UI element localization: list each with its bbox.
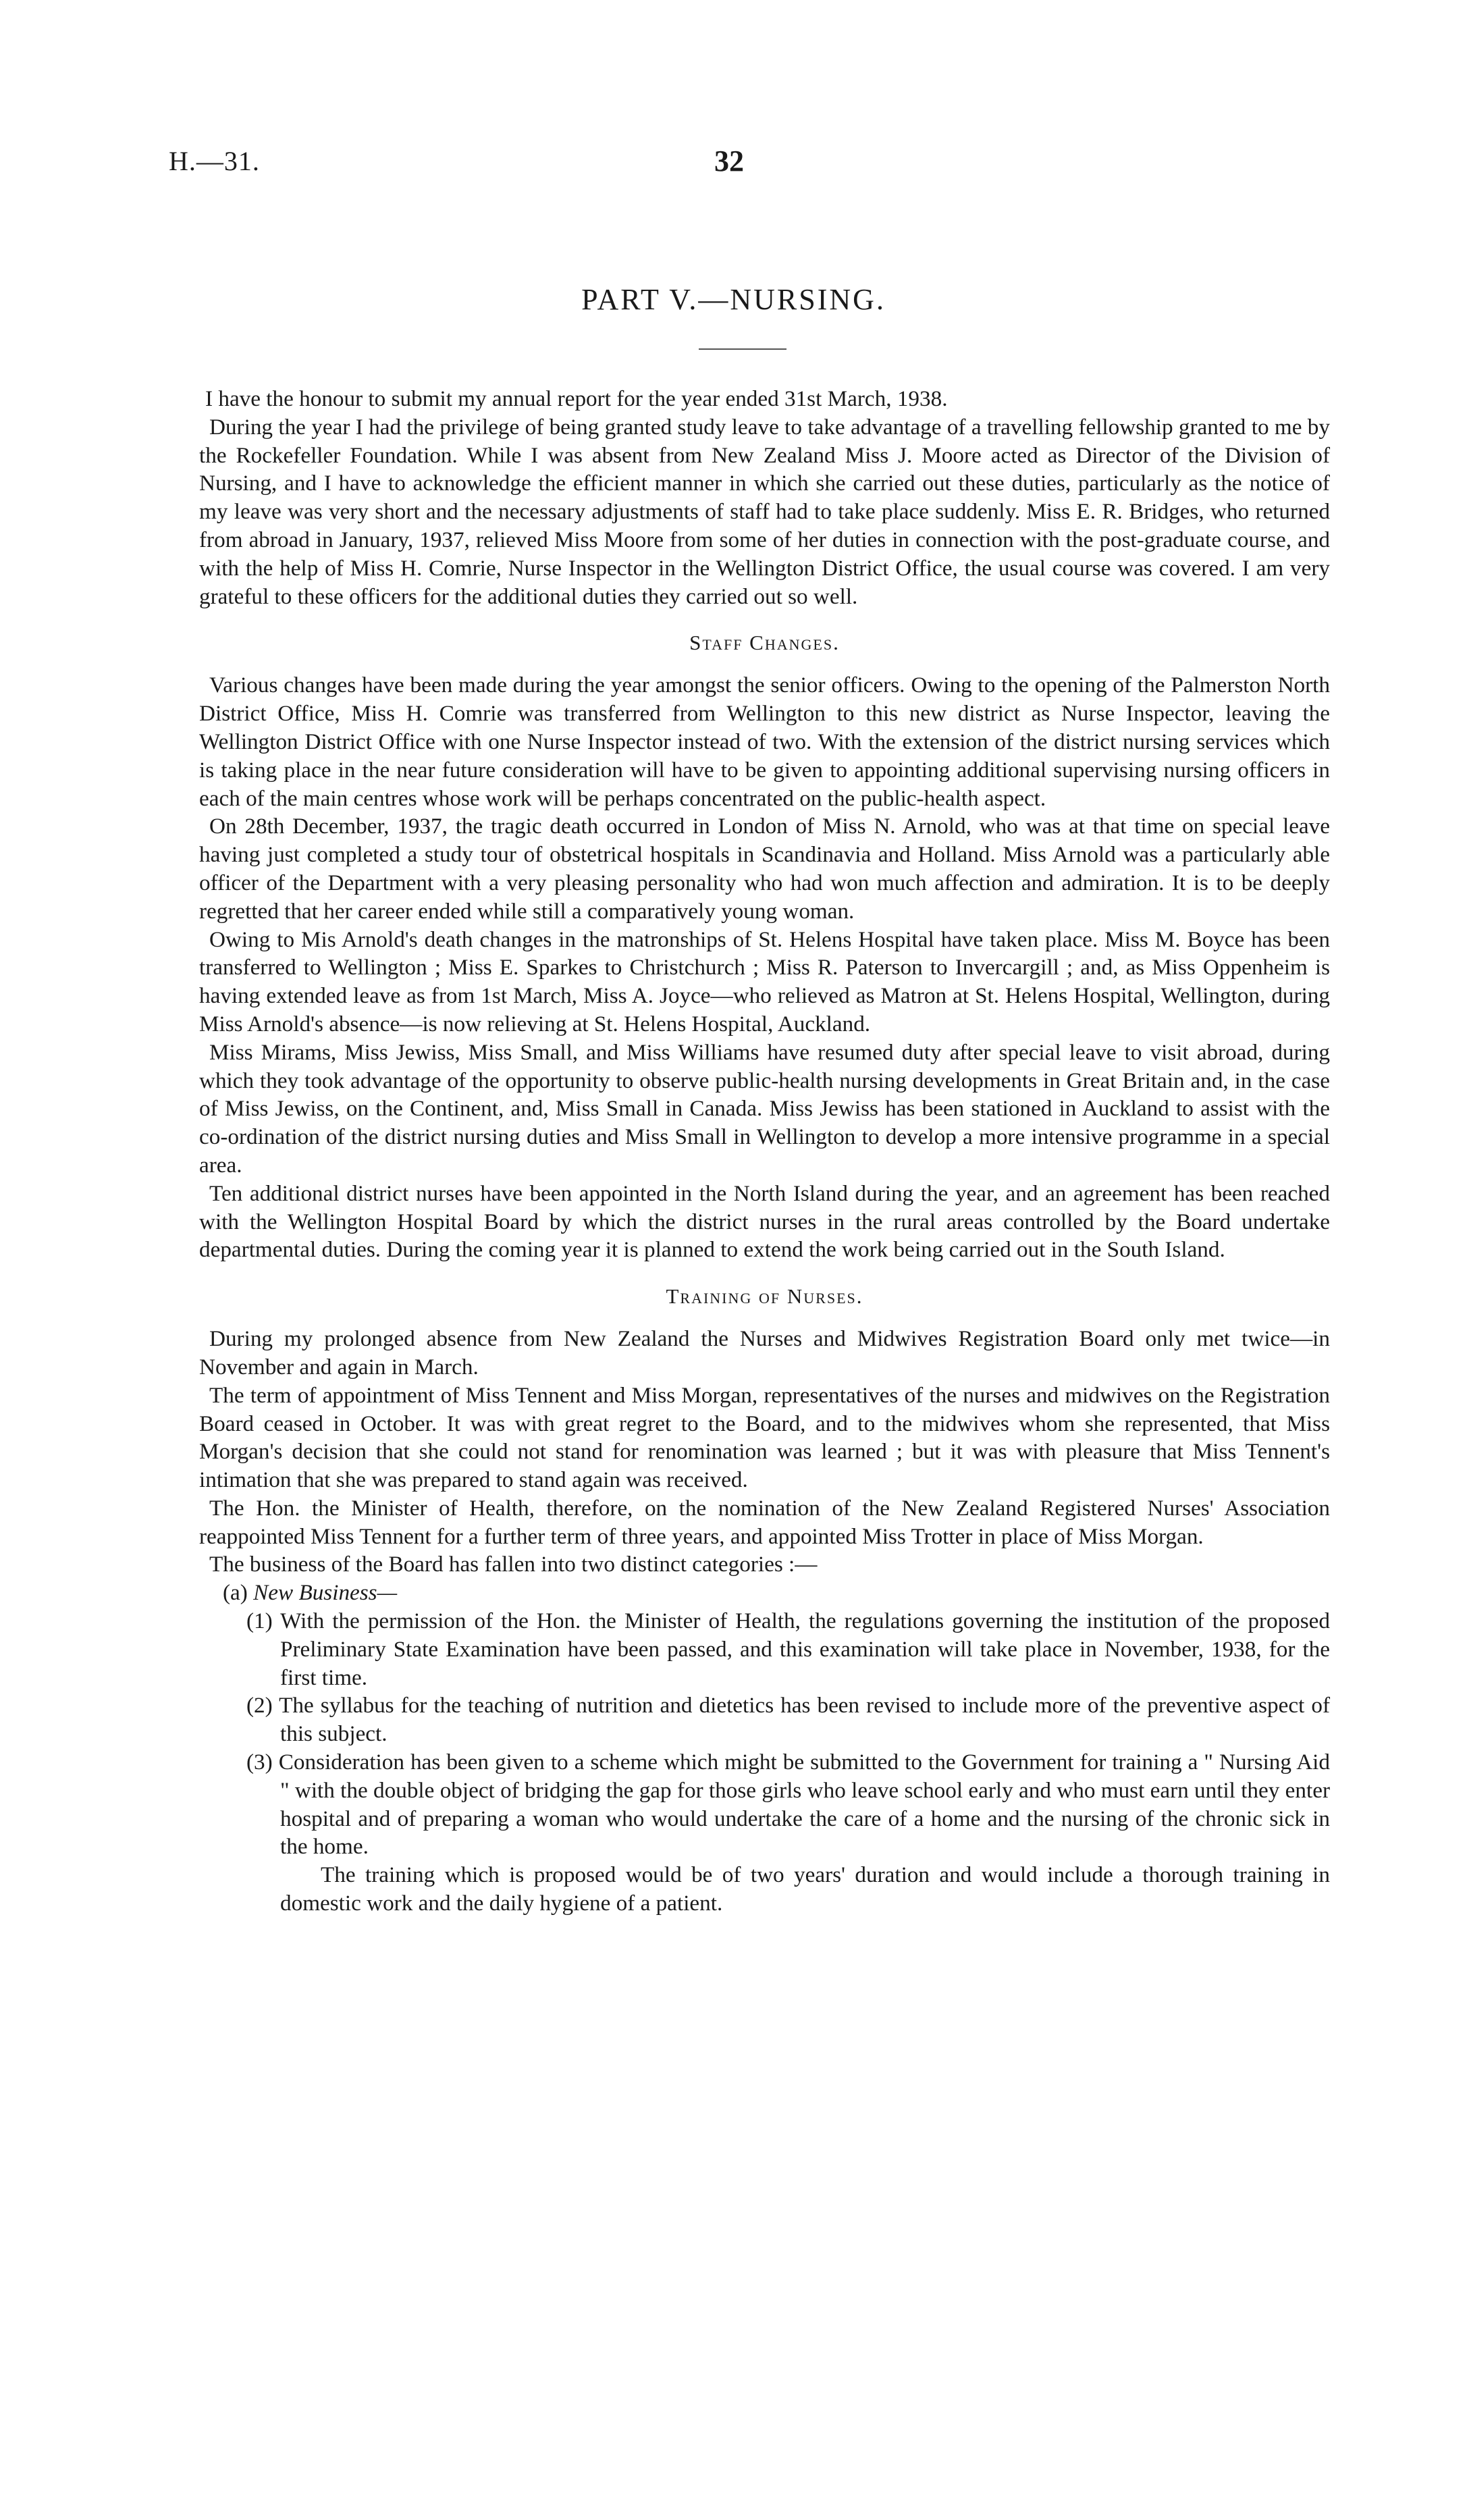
staff-paragraph: Miss Mirams, Miss Jewiss, Miss Small, and Miss Williams have resumed duty after special leave to visit abroad, during which they took advantage of the opportunity to observe public-health nursing developments in Great Britain and, in the case of Miss Jewiss, on the Continent, and, Miss Small in Canada. Miss Jewiss has been stationed in Auckland to assist with the co-ordination of the district nursing duties and Miss Small in Wellington to develop a more intensive programme in a special area.	[199, 1039, 1330, 1178]
section-heading-training-of-nurses: Training of Nurses.	[666, 1284, 863, 1309]
document-reference: H.—31.	[169, 146, 260, 176]
training-paragraph: During my prolonged absence from New Zealand the Nurses and Midwives Registration Board only met twice—in November and again in March.	[199, 1326, 1330, 1380]
page-number: 32	[714, 145, 744, 178]
title-divider	[699, 348, 786, 350]
part-title: PART V.—NURSING.	[581, 283, 886, 316]
category-a-title: New Business—	[253, 1580, 398, 1606]
staff-paragraph: Various changes have been made during the year amongst the senior officers. Owing to the opening of the Palmerston North District Office, Miss H. Comrie was transferred from Wellington to this new district as Nurse Inspector, leaving the Wellington District Office with one Nurse Inspector instead of two. With the extension of the district nursing services which is taking place in the near future consideration will have to be given to appointing additional supervising nursing officers in each of the main centres whose work will be perhaps concentrated on the public-health aspect.	[199, 673, 1330, 811]
training-paragraph: The Hon. the Minister of Health, therefore, on the nomination of the New Zealand Registered Nurses' Association reappointed Miss Tennent for a further term of three years, and appointed Miss Trotter in place of Miss Morgan.	[199, 1495, 1330, 1549]
category-a-label: (a)	[223, 1580, 248, 1606]
intro-paragraph: During the year I had the privilege of being granted study leave to take advantage of a travelling fellowship granted to me by the Rockefeller Foundation. While I was absent from New Zealand Miss J. Moore acted as Director of the Division of Nursing, and I have to acknowledge the efficient manner in which she carried out these duties, particularly as the notice of my leave was very short and the necessary adjustments of staff had to take place suddenly. Miss E. R. Bridges, who returned from abroad in January, 1937, relieved Miss Moore from some of her duties in connection with the post-graduate course, and with the help of Miss H. Comrie, Nurse Inspector in the Wellington District Office, the usual course was covered. I am very grateful to these officers for the additional duties they carried out so well.	[199, 414, 1330, 609]
staff-paragraph: On 28th December, 1937, the tragic death occurred in London of Miss N. Arnold, who was at that time on special leave having just completed a study tour of obstetrical hospitals in Scandinavia and Holland. Miss Arnold was a particularly able officer of the Department with a very pleasing personality who had won much affection and admiration. It is to be deeply regretted that her career ended while still a comparatively young woman.	[199, 814, 1330, 924]
training-paragraph: The business of the Board has fallen into two distinct categories :—	[209, 1552, 818, 1577]
report-body	[199, 385, 1330, 1918]
list-item-continuation: The training which is proposed would be of two years' duration and would include a thorough training in domestic work and the daily hygiene of a patient.	[280, 1862, 1330, 1916]
category-a	[199, 1579, 1330, 1607]
staff-paragraph: Ten additional district nurses have been appointed in the North Island during the year, and an agreement has been reached with the Wellington Hospital Board by which the district nurses in the rural areas controlled by the Board undertake departmental duties. During the coming year it is planned to extend the work being carried out in the South Island.	[199, 1180, 1330, 1263]
training-paragraph: The term of appointment of Miss Tennent and Miss Morgan, representatives of the nurses and midwives on the Registration Board ceased in October. It was with great regret to the Board, and to the midwives whom she represented, that Miss Morgan's decision that she could not stand for renomination was learned ; but it was with pleasure that Miss Tennent's intimation that she was prepared to stand again was received.	[199, 1382, 1330, 1493]
intro-paragraph: I have the honour to submit my annual report for the year ended 31st March, 1938.	[205, 386, 948, 411]
list-item: (1) With the permission of the Hon. the Minister of Health, the regulations governing the institution of the proposed Preliminary State Examination have been passed, and this examination will take place in November, 1938, for the first time.	[246, 1608, 1330, 1690]
list-item: (2) The syllabus for the teaching of nutrition and dietetics has been revised to include more of the preventive aspect of this subject.	[246, 1693, 1330, 1747]
list-item: (3) Consideration has been given to a scheme which might be submitted to the Government for training a " Nursing Aid " with the double object of bridging the gap for those girls who leave school early and who must earn until they enter hospital and of preparing a woman who would undertake the care of a home and the nursing of the chronic sick in the home.	[246, 1750, 1330, 1860]
section-heading-staff-changes: Staff Changes.	[689, 631, 840, 655]
staff-paragraph: Owing to Mis Arnold's death changes in the matronships of St. Helens Hospital have taken place. Miss M. Boyce has been transferred to Wellington ; Miss E. Sparkes to Christchurch ; Miss R. Paterson to Invercargill ; and, as Miss Oppenheim is having extended leave as from 1st March, Miss A. Joyce—who relieved as Matron at St. Helens Hospital, Wellington, during Miss Arnold's absence—is now relieving at St. Helens Hospital, Auckland.	[199, 926, 1330, 1036]
